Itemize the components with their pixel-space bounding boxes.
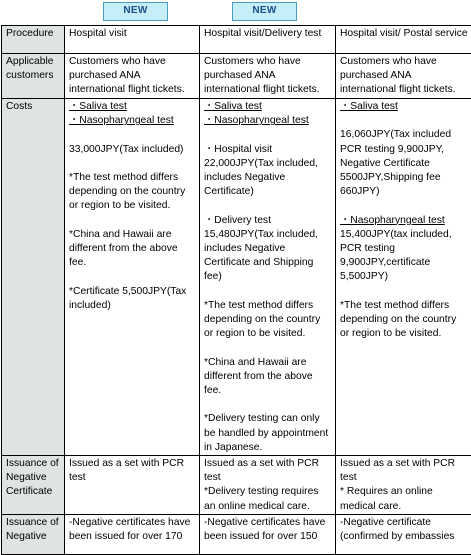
cell-applicable-postal: Customers who have purchased ANA international flight tickets. [336, 54, 471, 99]
new-badge-delivery-test: NEW [232, 2, 297, 21]
note-certificate-fee: *Certificate 5,500JPY(Tax included) [69, 285, 196, 313]
cell-negative-delivery: -Negative certificates have been issued for over 150 [200, 515, 336, 555]
nasopharyngeal-test-label: ・Nasopharyngeal test [69, 114, 196, 128]
nasopharyngeal-test-price: 15,400JPY(tax included, PCR testing 9,900JPY,certificate 5,500JPY) [340, 228, 468, 285]
pcr-test-comparison-table [1, 25, 471, 555]
note-china-hawaii: *China and Hawaii are different from the above fee. [69, 228, 196, 271]
cell-applicable-delivery: Customers who have purchased ANA international flight tickets. [200, 54, 336, 99]
cell-applicable-hospital-visit: Customers who have purchased ANA international flight tickets. [65, 54, 200, 99]
note-test-method: *The test method differs depending on the country or region to be visited. [204, 299, 332, 342]
issuance-main-text: Issued as a set with PCR test [340, 457, 468, 485]
nasopharyngeal-test-label: ・Nasopharyngeal test [340, 214, 468, 228]
saliva-test-price: 16,060JPY(Tax included PCR testing 9,900JPY, Negative Certificate 5500JPY,Shipping fee 660JPY) [340, 128, 468, 199]
delivery-test-price: ・Delivery test 15,480JPY(Tax included, includes Negative Certificate and Shipping fee) [204, 214, 332, 285]
table-row-issuance-negative [2, 515, 471, 555]
saliva-test-label: ・Saliva test [69, 100, 196, 114]
issuance-note: * Requires an online medical care. [340, 485, 468, 513]
cell-procedure-delivery: Hospital visit/Delivery test [200, 26, 336, 54]
row-label-procedure: Procedure [2, 26, 65, 54]
cell-issuance-hospital-visit: Issued as a set with PCR test [65, 456, 200, 515]
cell-costs-delivery [200, 99, 336, 456]
table-row-issuance-certificate [2, 456, 471, 515]
cell-negative-postal: -Negative certificate (confirmed by embassies [336, 515, 471, 555]
issuance-note: *Delivery testing requires an online medical care. [204, 485, 332, 513]
table-row-costs [2, 99, 471, 456]
note-test-method: *The test method differs depending on the country or region to be visited. [69, 171, 196, 214]
table-row-procedure [2, 26, 471, 54]
cell-negative-hospital-visit: -Negative certificates have been issued for over 170 [65, 515, 200, 555]
row-label-costs: Costs [2, 99, 65, 456]
row-label-issuance-certificate: Issuance of Negative Certificate [2, 456, 65, 515]
hospital-visit-price: ・Hospital visit 22,000JPY(Tax included, includes Negative Certificate) [204, 143, 332, 200]
note-china-hawaii: *China and Hawaii are different from the above fee. [204, 356, 332, 399]
cell-issuance-postal [336, 456, 471, 515]
nasopharyngeal-test-label: ・Nasopharyngeal test [204, 114, 332, 128]
cell-costs-postal [336, 99, 471, 456]
note-test-method: *The test method differs depending on the country or region to be visited. [340, 299, 468, 342]
cell-costs-hospital-visit [65, 99, 200, 456]
issuance-main-text: Issued as a set with PCR test [204, 457, 332, 485]
cell-procedure-postal: Hospital visit/ Postal service [336, 26, 471, 54]
saliva-test-label: ・Saliva test [204, 100, 332, 114]
cell-issuance-delivery [200, 456, 336, 515]
saliva-test-label: ・Saliva test [340, 100, 468, 114]
row-label-applicable-customers: Applicable customers [2, 54, 65, 99]
table-row-applicable-customers [2, 54, 471, 99]
note-japanese-appointment: *Delivery testing can only be handled by appointment in Japanese. [204, 412, 332, 455]
cell-procedure-hospital-visit: Hospital visit [65, 26, 200, 54]
new-badge-hospital-visit: NEW [103, 2, 168, 21]
price-text: 33,000JPY(Tax included) [69, 143, 196, 157]
row-label-issuance-negative: Issuance of Negative [2, 515, 65, 555]
